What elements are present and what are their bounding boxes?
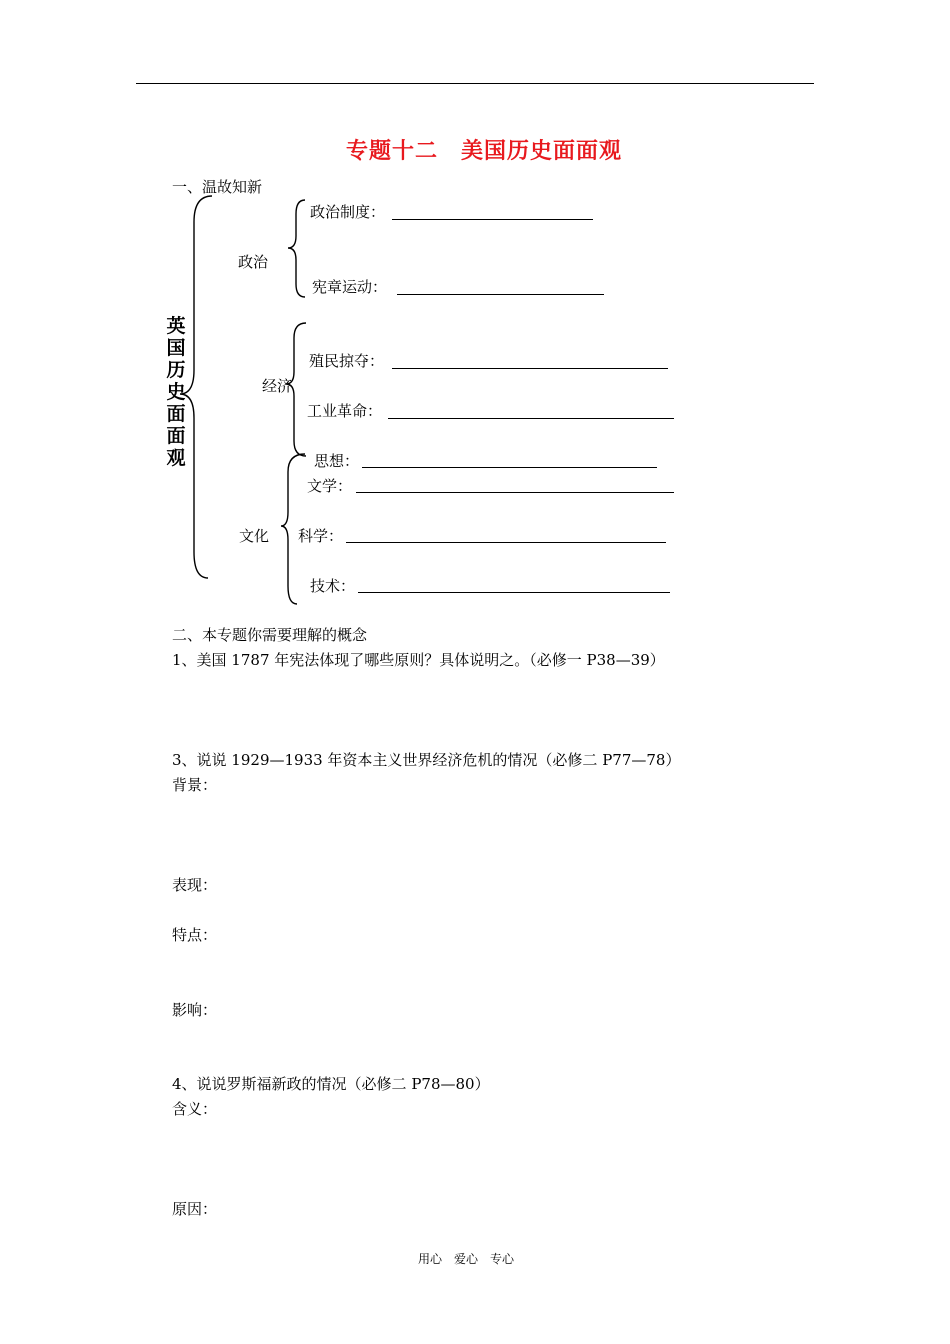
question-3: 3、说说 1929—1933 年资本主义世界经济危机的情况（必修二 P77—78）	[172, 751, 681, 769]
section1-heading: 一、温故知新	[172, 178, 263, 196]
culture-item-science: 科学：	[298, 527, 344, 545]
politics-label: 政治	[238, 253, 269, 271]
culture-label: 文化	[239, 527, 270, 545]
politics-item-system: 政治制度：	[310, 203, 386, 221]
q4-meaning-label: 含义：	[172, 1100, 218, 1118]
q3-impact-label: 影响：	[172, 1001, 218, 1019]
culture-item-technology: 技术：	[310, 577, 356, 595]
q3-features-label: 特点：	[172, 926, 218, 944]
culture-item-literature: 文学：	[307, 477, 353, 495]
economy-item-colonial: 殖民掠夺：	[309, 352, 385, 370]
politics-item-chartism: 宪章运动：	[312, 278, 388, 296]
page-footer: 用心 爱心 专心	[418, 1252, 515, 1266]
q3-background-label: 背景：	[172, 776, 218, 794]
answer-line-technology[interactable]	[358, 592, 670, 593]
economy-item-industrial: 工业革命：	[307, 402, 383, 420]
answer-line-chartism[interactable]	[397, 294, 604, 295]
answer-line-industrial[interactable]	[388, 418, 674, 419]
question-1: 1、美国 1787 年宪法体现了哪些原则？具体说明之。（必修一 P38—39）	[172, 651, 665, 669]
answer-line-colonial[interactable]	[392, 368, 668, 369]
politics-brace	[288, 200, 305, 297]
culture-item-thought: 思想：	[314, 452, 360, 470]
answer-line-thought[interactable]	[362, 467, 657, 468]
question-4: 4、说说罗斯福新政的情况（必修二 P78—80）	[172, 1075, 490, 1093]
page-title: 专题十二 美国历史面面观	[346, 139, 623, 164]
q4-reason-label: 原因：	[172, 1200, 218, 1218]
section2-heading: 二、本专题你需要理解的概念	[172, 626, 368, 644]
answer-line-science[interactable]	[346, 542, 666, 543]
economy-label: 经济	[262, 377, 293, 395]
q3-manifestation-label: 表现：	[172, 876, 218, 894]
root-topic-label: 英国历史面面观	[166, 315, 186, 469]
answer-line-literature[interactable]	[356, 492, 674, 493]
answer-line-system[interactable]	[392, 219, 593, 220]
